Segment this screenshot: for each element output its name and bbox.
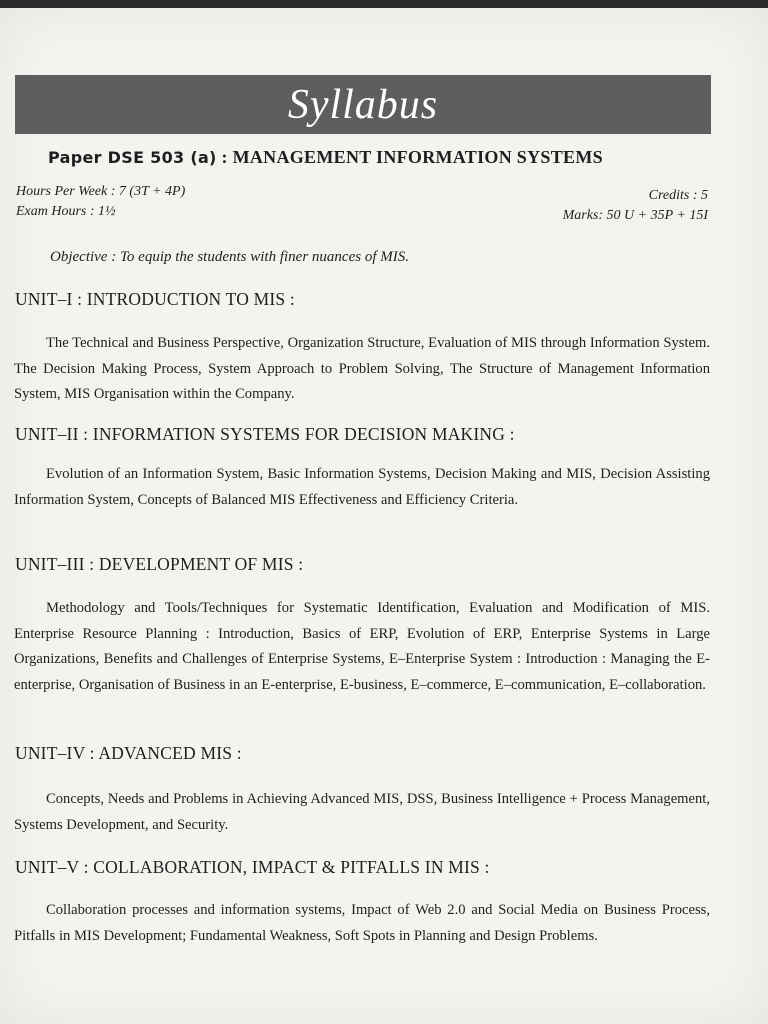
unit-4-heading: UNIT–IV : ADVANCED MIS :: [15, 743, 242, 763]
marks: Marks: 50 U + 35P + 15I: [562, 208, 708, 223]
unit-4-body: Concepts, Needs and Problems in Achieving Advanced MIS, DSS, Business Intelligence + Process Management, Systems Development, and Security.: [14, 791, 710, 833]
paper-name: MANAGEMENT INFORMATION SYSTEMS: [232, 147, 603, 167]
meta-hours: [16, 182, 185, 222]
credits: Credits : 5: [648, 188, 708, 203]
unit-5-heading: UNIT–V : COLLABORATION, IMPACT & PITFALLS IN MIS :: [15, 857, 490, 877]
unit-3-body: Methodology and Tools/Techniques for Systematic Identification, Evaluation and Modification of MIS. Enterprise Resource Planning : Introduction, Basics of ERP, Evolution of ERP, Enterprise Systems in Large Organizations, Benefits and Challenges of Enterprise Systems, E–Enterprise System : Introduction : Managing the E-enterprise, Organisation of Business in an E-enterprise, E-business, E–commerce, E–communication, E–collaboration.: [14, 600, 710, 693]
unit-1-heading: UNIT–I : INTRODUCTION TO MIS :: [15, 289, 295, 309]
unit-5-body: Collaboration processes and information systems, Impact of Web 2.0 and Social Media on Business Process, Pitfalls in MIS Development; Fundamental Weakness, Soft Spots in Planning and Design Problems.: [14, 902, 710, 944]
page-top-edge: [0, 0, 768, 8]
exam-hours: Exam Hours : 1½: [16, 204, 116, 219]
hours-per-week: Hours Per Week : 7 (3T + 4P): [16, 184, 186, 199]
paper-heading: [48, 147, 708, 168]
meta-credits: [563, 186, 708, 226]
page-title: Syllabus: [287, 81, 439, 128]
unit-1-body: The Technical and Business Perspective, Organization Structure, Evaluation of MIS through Information System. The Decision Making Process, System Approach to Problem Solving, The Structure of Management Information System, MIS Organisation within the Company.: [14, 335, 710, 402]
unit-3-heading: UNIT–III : DEVELOPMENT OF MIS :: [15, 554, 304, 574]
unit-2-body: Evolution of an Information System, Basic Information Systems, Decision Making and MIS, Decision Assisting Information System, Concepts of Balanced MIS Effectiveness and Efficiency Criteria.: [14, 466, 710, 508]
title-banner: [15, 75, 711, 134]
paper-code: Paper DSE 503 (a): [48, 148, 217, 167]
objective: Objective : To equip the students with finer nuances of MIS.: [50, 249, 409, 265]
paper-separator: :: [216, 147, 233, 167]
unit-2-heading: UNIT–II : INFORMATION SYSTEMS FOR DECISION MAKING :: [15, 424, 515, 444]
